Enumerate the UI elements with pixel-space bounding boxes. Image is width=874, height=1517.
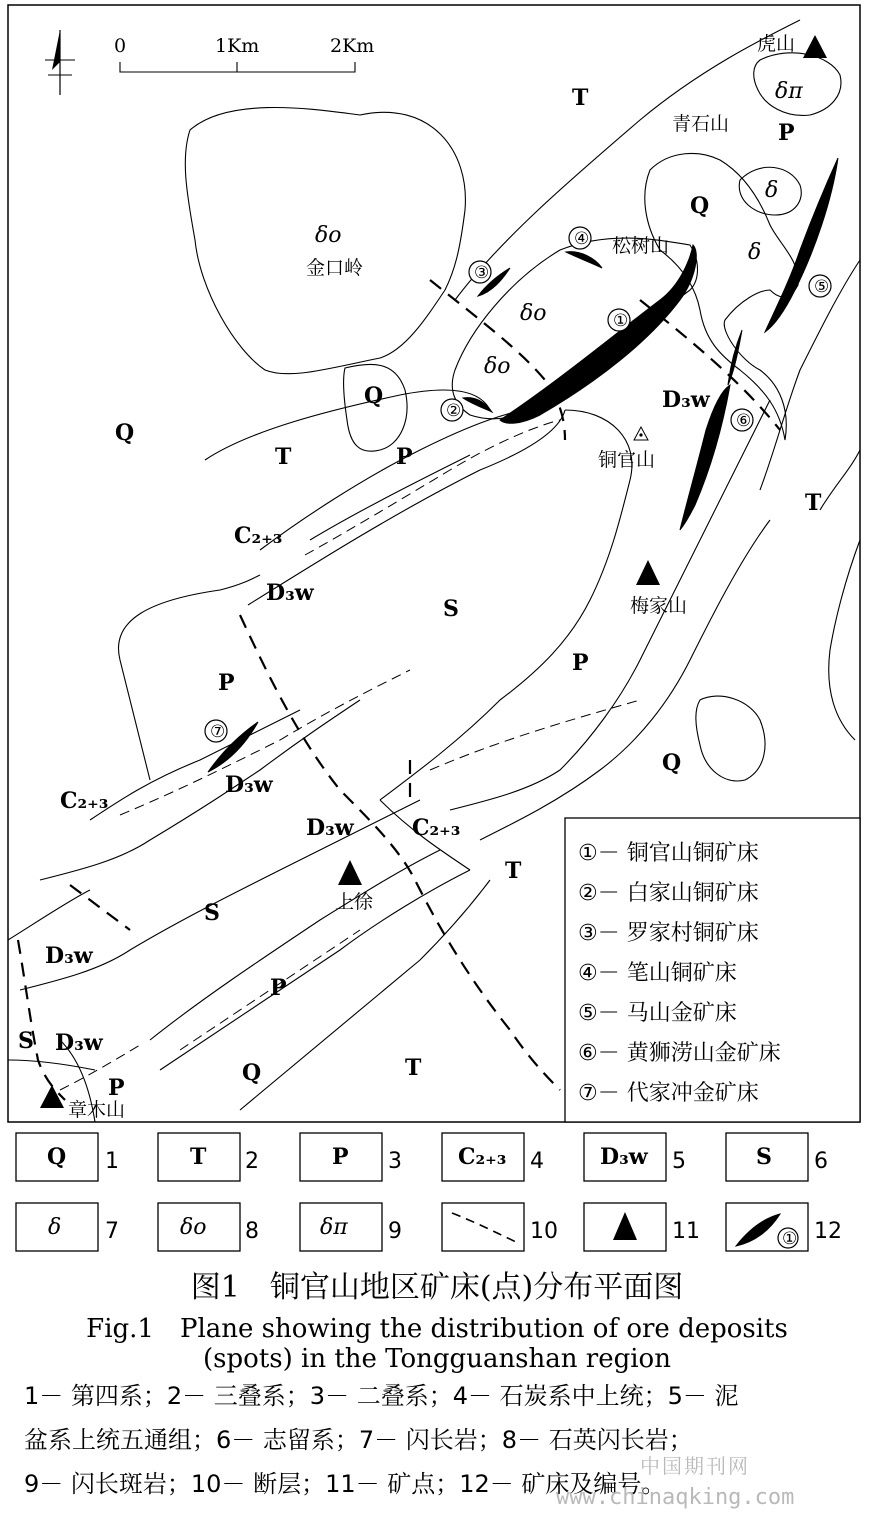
unit-Q-mid: Q bbox=[364, 383, 384, 409]
unit-P-top: P bbox=[778, 120, 795, 146]
deposit-legend-item: ⑥－ 黄狮涝山金矿床 bbox=[578, 1041, 781, 1066]
unit-delta-pi: δπ bbox=[775, 79, 803, 104]
deposit-legend-item: ③－ 罗家村铜矿床 bbox=[578, 921, 759, 946]
unit-Q-bottom: Q bbox=[242, 1060, 262, 1086]
unit-Q-top: Q bbox=[690, 193, 710, 219]
unit-T-right: T bbox=[805, 490, 822, 516]
legend-item-10-fault bbox=[442, 1203, 558, 1251]
legend-item-2 bbox=[158, 1133, 259, 1181]
caption-english-line1: Fig.1 Plane showing the distribution of ore deposits bbox=[86, 1314, 788, 1344]
legend-item-3 bbox=[300, 1133, 402, 1181]
unit-P-lower: P bbox=[270, 975, 287, 1001]
place-qingshishan: 青石山 bbox=[672, 113, 730, 135]
unit-D3w-c: D₃w bbox=[306, 815, 354, 841]
unit-P-mid: P bbox=[396, 444, 413, 470]
unit-P-sw: P bbox=[108, 1075, 125, 1101]
legend-note-line3: 9－ 闪长斑岩；10－ 断层；11－ 矿点；12－ 矿床及编号。 bbox=[24, 1470, 666, 1498]
deposit-legend-item: ④－ 笔山铜矿床 bbox=[578, 961, 737, 986]
place-shangxu: 上徐 bbox=[335, 891, 374, 913]
marker-4: ④ bbox=[574, 229, 590, 249]
legend-item-6 bbox=[726, 1133, 828, 1181]
svg-text:9: 9 bbox=[388, 1219, 402, 1244]
unit-P-left: P bbox=[218, 670, 235, 696]
svg-text:Q: Q bbox=[47, 1144, 67, 1170]
scale-one-km: 1Km bbox=[215, 35, 260, 57]
svg-text:δπ: δπ bbox=[320, 1215, 348, 1240]
place-jinkouling: 金口岭 bbox=[306, 257, 364, 279]
unit-C23-a: C₂₊₃ bbox=[234, 523, 283, 549]
caption-chinese: 图1 铜官山地区矿床(点)分布平面图 bbox=[190, 1270, 684, 1305]
marker-7: ⑦ bbox=[210, 722, 226, 742]
legend-item-1 bbox=[16, 1133, 119, 1181]
symbol-legend bbox=[16, 1133, 842, 1251]
svg-text:T: T bbox=[190, 1144, 207, 1170]
place-tongguanshan: 铜官山 bbox=[598, 449, 656, 471]
place-zhangmushan: 章木山 bbox=[68, 1099, 126, 1121]
unit-D3w-right: D₃w bbox=[662, 387, 710, 413]
legend-item-7 bbox=[16, 1203, 119, 1251]
unit-P-right: P bbox=[572, 650, 589, 676]
unit-T-mid: T bbox=[275, 444, 292, 470]
deposit-legend-item: ②－ 白家山铜矿床 bbox=[578, 881, 759, 906]
deposit-legend-item: ①－ 铜官山铜矿床 bbox=[578, 841, 759, 866]
deposit-legend-item: ⑦－ 代家冲金矿床 bbox=[578, 1081, 759, 1106]
marker-5: ⑤ bbox=[814, 277, 830, 297]
svg-text:10: 10 bbox=[530, 1219, 558, 1244]
legend-item-4 bbox=[442, 1133, 544, 1181]
legend-note-line2: 盆系上统五通组；6－ 志留系；7－ 闪长岩；8－ 石英闪长岩； bbox=[24, 1426, 693, 1454]
svg-text:5: 5 bbox=[672, 1149, 686, 1174]
place-songshushan: 松树山 bbox=[612, 235, 670, 257]
unit-T-lower: T bbox=[505, 858, 522, 884]
svg-text:2: 2 bbox=[245, 1149, 259, 1174]
unit-Q-right: Q bbox=[662, 750, 682, 776]
deposit-legend-item: ⑤－ 马山金矿床 bbox=[578, 1001, 737, 1026]
deposit-legend bbox=[565, 818, 860, 1122]
svg-text:C₂₊₃: C₂₊₃ bbox=[458, 1144, 507, 1170]
svg-text:6: 6 bbox=[814, 1149, 828, 1174]
unit-delta-1: δ bbox=[765, 178, 779, 203]
svg-text:P: P bbox=[332, 1144, 349, 1170]
unit-delta-o-main: δo bbox=[315, 223, 342, 248]
scale-zero: 0 bbox=[114, 35, 127, 57]
marker-2: ② bbox=[446, 401, 462, 421]
scale-two-km: 2Km bbox=[330, 35, 375, 57]
unit-D3w-e: D₃w bbox=[55, 1030, 103, 1056]
unit-T-top: T bbox=[572, 85, 589, 111]
svg-text:3: 3 bbox=[388, 1149, 402, 1174]
watermark-cn: 中国期刊网 bbox=[640, 1454, 750, 1478]
svg-text:δo: δo bbox=[180, 1215, 207, 1240]
svg-text:①: ① bbox=[782, 1229, 798, 1249]
legend-item-11-ore-spot bbox=[584, 1203, 700, 1251]
legend-item-5 bbox=[584, 1133, 686, 1181]
unit-D3w-b: D₃w bbox=[225, 772, 273, 798]
svg-text:7: 7 bbox=[105, 1219, 119, 1244]
unit-Q-left: Q bbox=[115, 420, 135, 446]
svg-text:δ: δ bbox=[48, 1215, 62, 1240]
legend-item-12-deposit bbox=[726, 1203, 842, 1251]
marker-6: ⑥ bbox=[736, 411, 752, 431]
caption-english-line2: (spots) in the Tongguanshan region bbox=[203, 1344, 671, 1374]
legend-note-line1: 1－ 第四系；2－ 三叠系；3－ 二叠系；4－ 石炭系中上统；5－ 泥 bbox=[24, 1382, 739, 1410]
unit-S-center: S bbox=[443, 596, 459, 622]
unit-D3w-a: D₃w bbox=[266, 580, 314, 606]
place-meijiashan: 梅家山 bbox=[630, 595, 688, 617]
unit-D3w-d: D₃w bbox=[45, 943, 93, 969]
marker-1: ① bbox=[613, 311, 629, 331]
svg-text:4: 4 bbox=[530, 1149, 544, 1174]
svg-text:D₃w: D₃w bbox=[600, 1144, 648, 1170]
legend-item-8 bbox=[158, 1203, 259, 1251]
place-hushan: 虎山 bbox=[757, 33, 796, 55]
unit-delta-o-b: δo bbox=[484, 354, 511, 379]
svg-text:S: S bbox=[756, 1144, 772, 1170]
unit-delta-2: δ bbox=[748, 240, 762, 265]
unit-T-bottom: T bbox=[405, 1055, 422, 1081]
unit-C23-c: C₂₊₃ bbox=[412, 815, 461, 841]
unit-C23-b: C₂₊₃ bbox=[60, 788, 109, 814]
unit-S-sw: S bbox=[18, 1028, 34, 1054]
unit-S-lower: S bbox=[204, 900, 220, 926]
unit-delta-o-a: δo bbox=[520, 301, 547, 326]
marker-3: ③ bbox=[474, 263, 490, 283]
svg-text:8: 8 bbox=[245, 1219, 259, 1244]
legend-item-9 bbox=[300, 1203, 402, 1251]
watermark-url: www.chinaqking.com bbox=[556, 1485, 795, 1510]
svg-text:12: 12 bbox=[814, 1219, 842, 1244]
svg-text:1: 1 bbox=[105, 1149, 119, 1174]
svg-text:11: 11 bbox=[672, 1219, 700, 1244]
